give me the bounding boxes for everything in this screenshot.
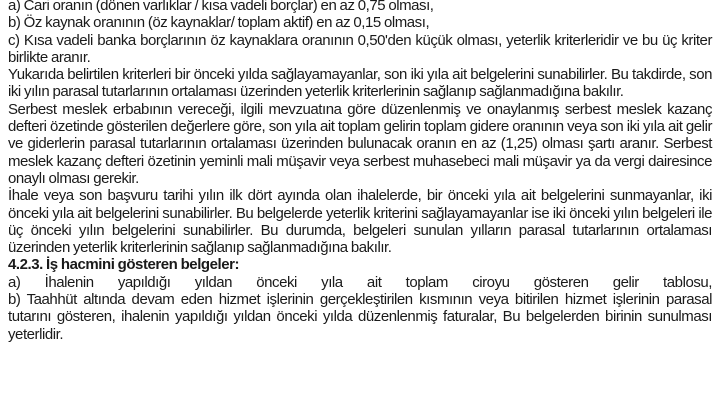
business-volume-b: b) Taahhüt altında devam eden hizmet işlerinin gerçekleştirilen kısmının veya bitirilen hizmet işlerinin parasal tutarını gösteren, ihalenin yapıldığı yıldan önceki yılda düzenlenmiş faturalar, Bu belgelerden birinin sunulması yeterlidir. (8, 291, 712, 343)
criterion-b: b) Öz kaynak oranının (öz kaynaklar/ toplam aktif) en az 0,15 olması, (8, 14, 430, 32)
paragraph-two-years: Yukarıda belirtilen kriterleri bir önceki yılda sağlayamayanlar, son iki yıla ait belgelerini sunabilirler. Bu takdirde, son iki yılın parasal tutarlarının ortalaması üzerinden yeterlik kriterlerinin sağlanıp sağlanmadığına bakılır. (8, 66, 712, 101)
criterion-a: a) Cari oranın (dönen varlıklar / kısa vadeli borçlar) en az 0,75 olması, (8, 0, 434, 14)
criterion-c: c) Kısa vadeli banka borçlarının öz kaynaklara oranının 0,50'den küçük olması, yeterlik kriterleridir ve bu üç kriter birlikte aranır. (8, 31, 712, 66)
paragraph-freelance: Serbest meslek erbabının vereceği, ilgili mevzuatına göre düzenlenmiş ve onaylanmış serbest meslek kazanç defteri özetinde gösterilen değerlere göre, son yıla ait toplam gelirin toplam gidere oranının veya son iki yıla ait gelir ve giderlerin parasal tutarlarının ortalaması üzerinden bulunacak oranın en az (1,25) olması şartı aranır. Serbest meslek kazanç defteri özetinin yeminli mali müşavir veya serbest muhasebeci mali müşavir ya da vergi dairesince onaylı olması gerekir. (8, 100, 712, 187)
document-page (8, 0, 712, 343)
paragraph-tender-date: İhale veya son başvuru tarihi yılın ilk dört ayında olan ihalelerde, bir önceki yıla ait belgelerini sunmayanlar, iki önceki yıla ait belgelerini sunabilirler. Bu belgelerde yeterlik kriterini sağlayamayanlar ise iki önceki yılın belgeleri ile üç önceki yılın belgelerini sunabilirler. Bu durumda, belgeleri sunulan yılların parasal tutarlarının ortalaması üzerinden yeterlik kriterlerinin sağlanıp sağlanmadığına bakılır. (8, 187, 712, 257)
section-heading: 4.2.3. İş hacmini gösteren belgeler: (8, 256, 240, 274)
business-volume-a: a) İhalenin yapıldığı yıldan önceki yıla ait toplam ciroyu gösteren gelir tablosu, (8, 273, 712, 291)
